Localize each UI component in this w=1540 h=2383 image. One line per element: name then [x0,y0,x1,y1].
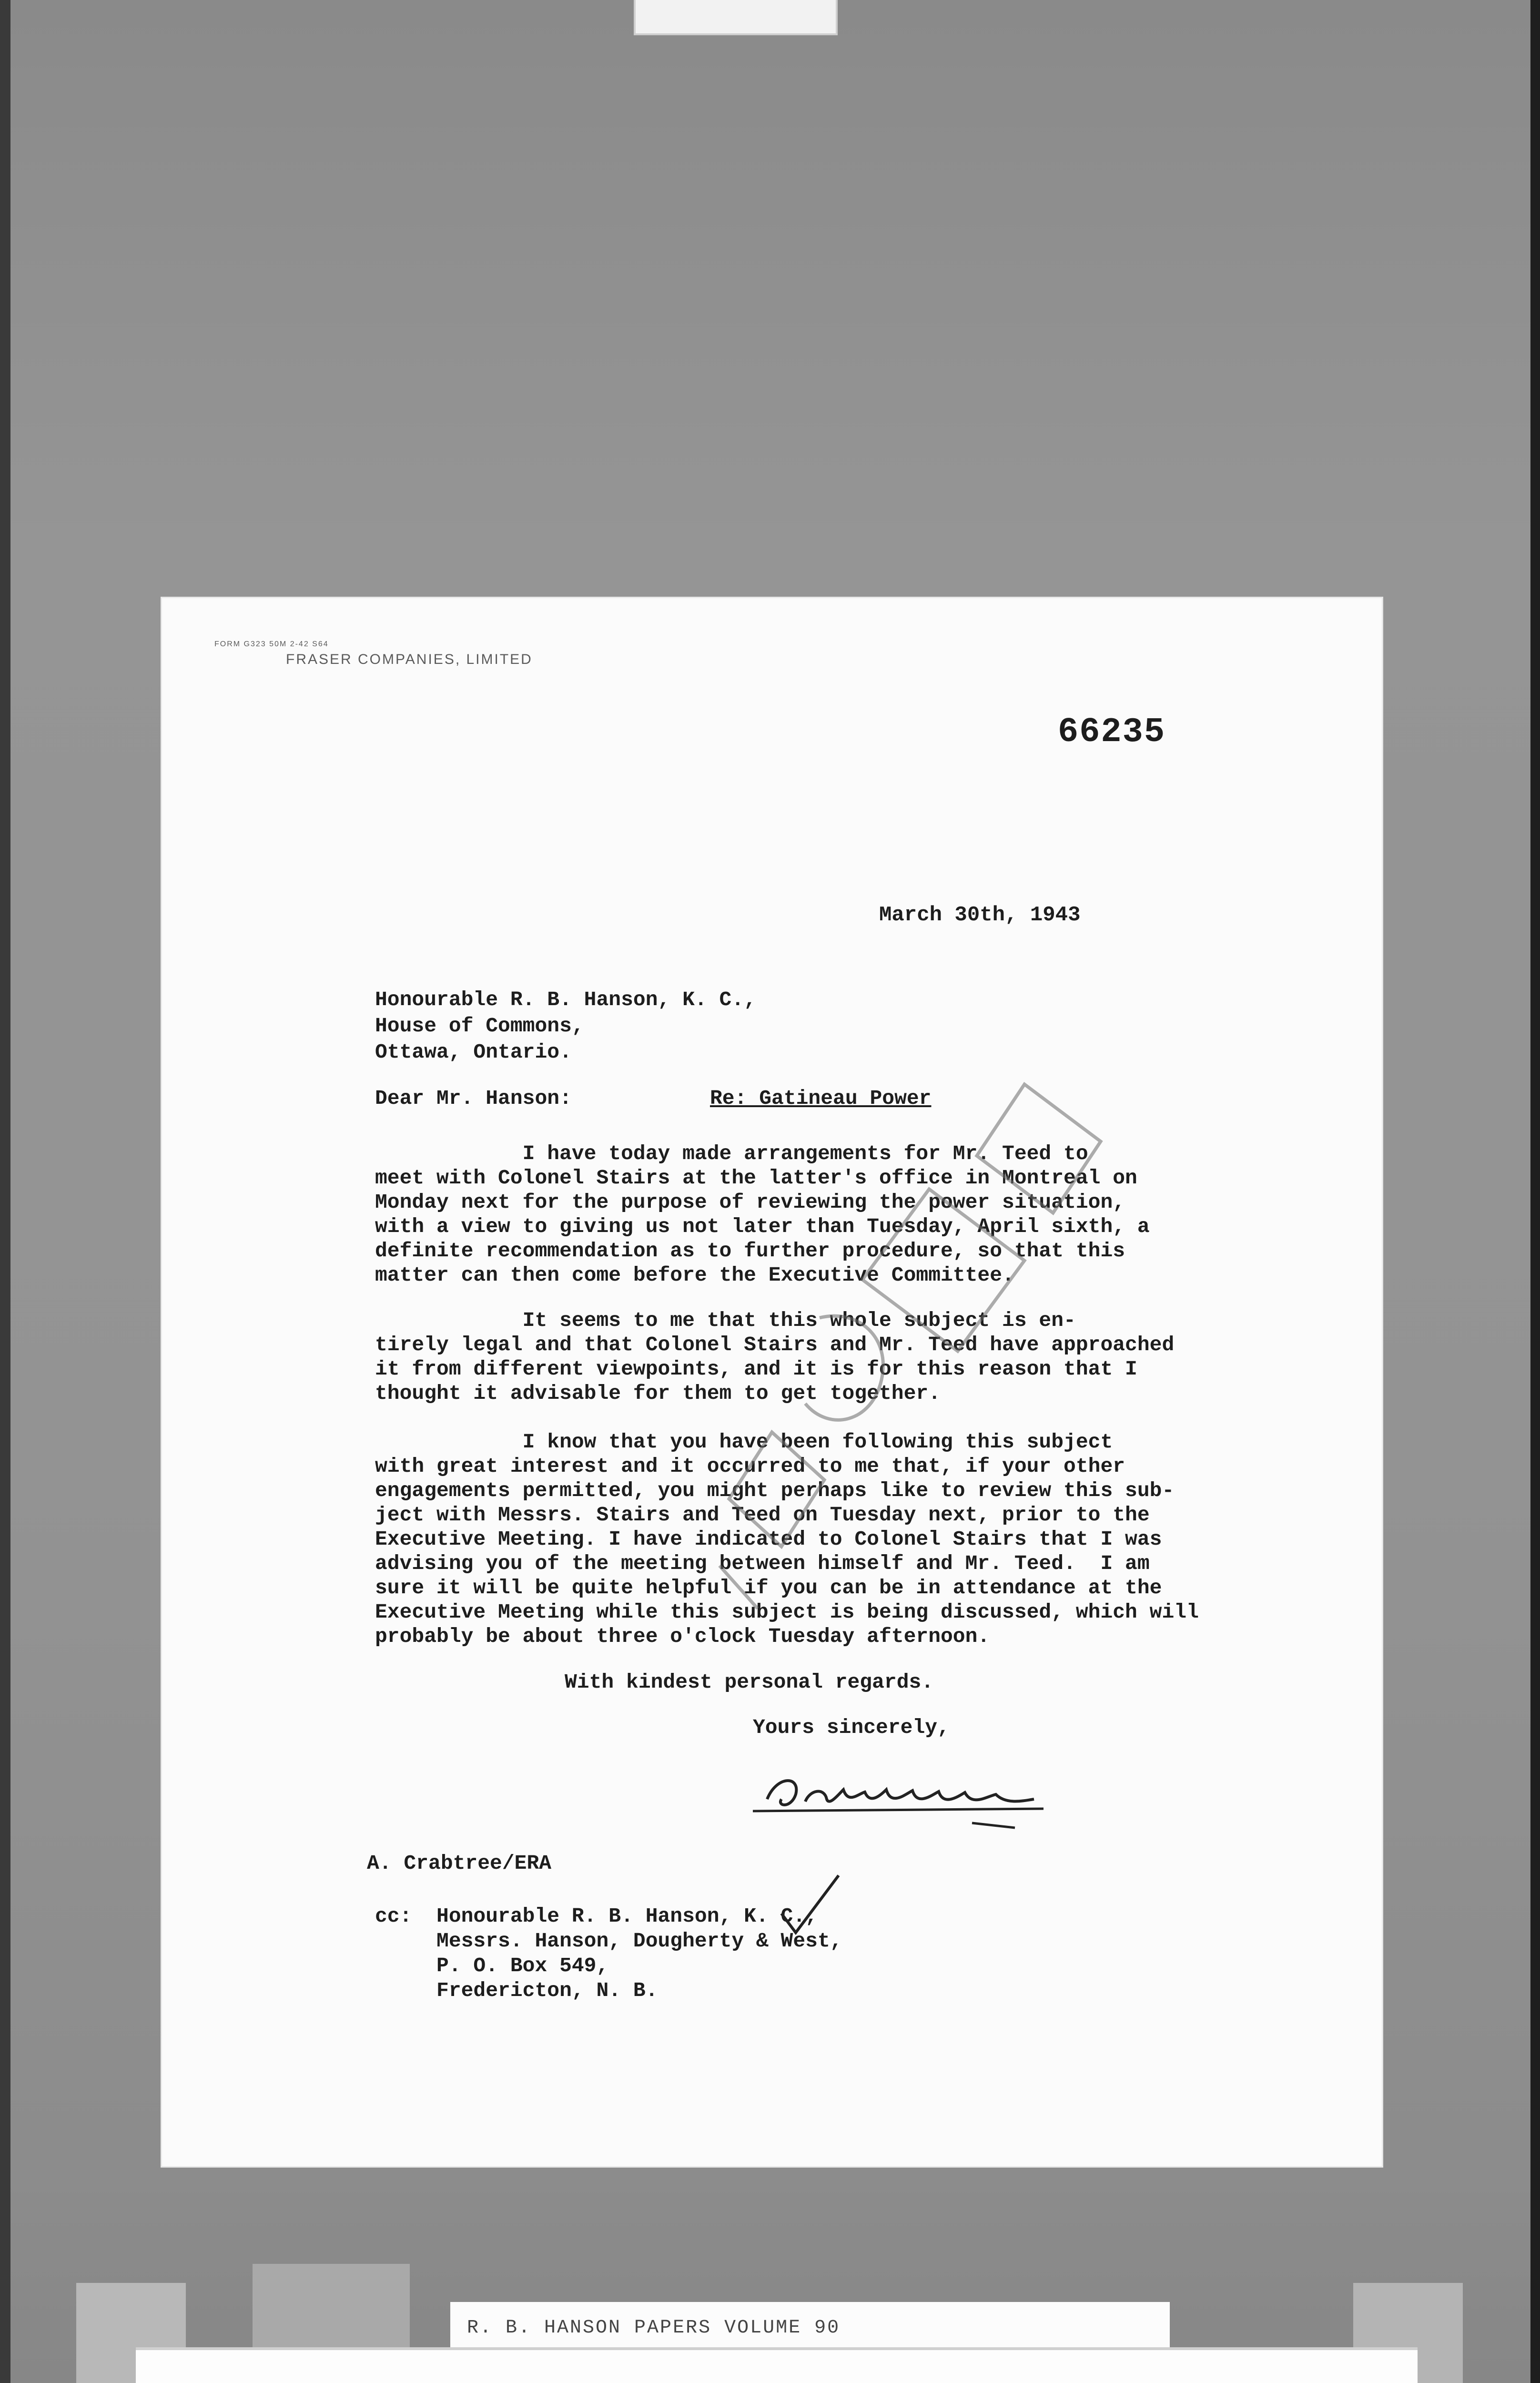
letter-page [162,598,1382,2166]
volume-label: R. B. HANSON PAPERS VOLUME 90 [467,2317,841,2339]
letter-date: March 30th, 1943 [879,903,1081,927]
typist-initials: A. Crabtree/ERA [367,1852,552,1875]
recipient-address [375,987,756,1065]
check-mark-icon [777,1866,843,1937]
letterhead [214,640,533,668]
document-number: 66235 [1058,713,1166,752]
scan-edge-left [0,0,10,2383]
valediction: Yours sincerely, [753,1716,950,1739]
handwritten-signature [748,1761,1053,1833]
address-line: Ottawa, Ontario. [375,1040,572,1064]
scan-edge-right [1530,0,1540,2383]
form-code: FORM G323 50M 2-42 S64 [214,640,329,648]
closing-line: With kindest personal regards. [565,1670,934,1694]
subject-line: Re: Gatineau Power [710,1087,932,1110]
paragraph-2: It seems to me that this whole subject is en- tirely legal and that Colonel Stairs and Mr. Teed have approached it from different viewpoints, and it is for this reason that I thought it advisable for them to get together. [375,1309,1175,1405]
salutation: Dear Mr. Hanson: [375,1087,572,1110]
company-name: FRASER COMPANIES, LIMITED [286,652,533,667]
carbon-copy-block: cc: Honourable R. B. Hanson, K. C., Messrs. Hanson, Dougherty & West, P. O. Box 549, Fredericton, N. B. [375,1904,842,2002]
paragraph-3: I know that you have been following this subject with great interest and it occurred to me that, if your other engagements permitted, you might perhaps like to review this sub- ject with Messrs. Stairs and Teed on Tuesday next, prior to the Executive Meeting. I have indicated to Colonel Stairs that I was advising you of the meeting between himself and Mr. Teed. I am sure it will be quite helpful if you can be in attendance at the Executive Meeting while this subject is being discussed, which will probably be about three o'clock Tuesday afternoon. [375,1430,1199,1648]
address-line: Honourable R. B. Hanson, K. C., [375,988,756,1011]
faint-stamp-mark [662,1070,1115,1690]
address-line: House of Commons, [375,1014,584,1038]
archive-label [136,2347,1418,2383]
tape-piece [253,2264,410,2359]
paragraph-1: I have today made arrangements for Mr. Teed to meet with Colonel Stairs at the latter's office in Montreal on Monday next for the purpose of reviewing the power situation, with a view to giving us not later than Tuesday, April sixth, a definite recommendation as to further procedure, so that this matter can then come before the Executive Committee. [375,1142,1150,1287]
top-clip-tab [634,0,838,35]
